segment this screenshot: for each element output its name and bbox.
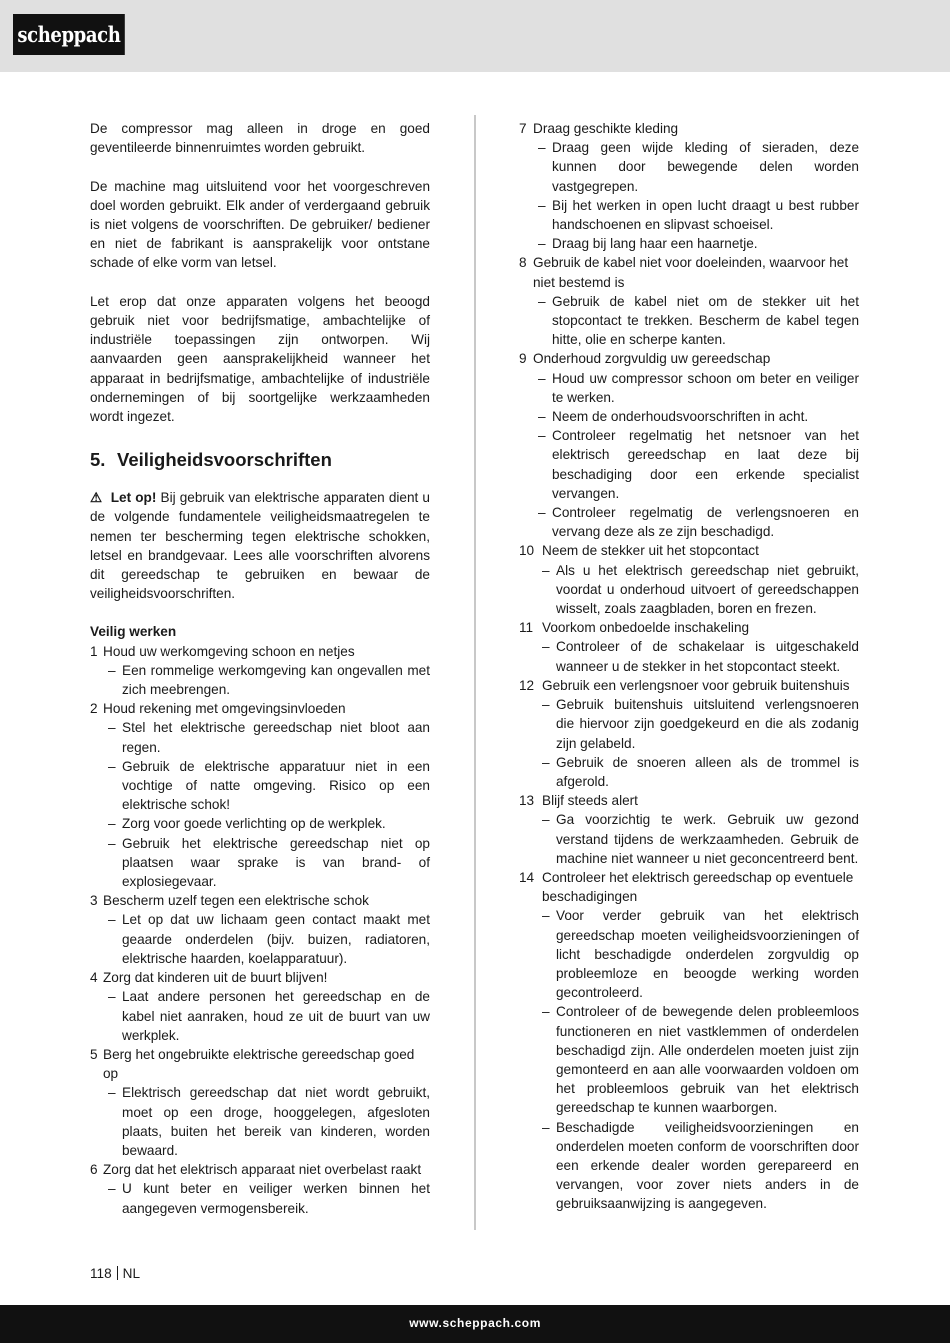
dash-bullet: – (108, 720, 116, 736)
column-divider (474, 115, 476, 1230)
subitem-text: Gebruik de snoeren alleen als de trommel is afgerold. (556, 754, 859, 789)
dash-bullet: – (108, 989, 116, 1005)
subitem-text: Als u het elektrisch gereedschap niet gebruikt, voordat u onderhoud uitvoert of gereedschappen wisselt, zoals zaagbladen, boren en frezen. (556, 562, 859, 617)
subheading: Veilig werken (90, 624, 177, 640)
list-item (519, 349, 859, 368)
list-item (519, 253, 859, 291)
subitem-text: Bij het werken in open lucht draagt u best rubber handschoenen en slipvast schoeisel. (552, 197, 859, 233)
subitem-text: Controleer of de schakelaar is uitgeschakeld wanneer u de stekker in het stopcontact steekt. (556, 639, 859, 674)
list-subitem (90, 718, 430, 756)
dash-bullet: – (108, 1181, 116, 1197)
list-subitem (90, 757, 430, 815)
intro-paragraph: De machine mag uitsluitend voor het voorgeschreven doel worden gebruikt. Elk ander of verdergaand gebruik is niet volgens de voorschriften. De gebruiker/ bediener en niet de fabrikant is aansprakelijk voor ontstane schade of elke vorm van letsel. (90, 178, 430, 271)
list-subitem (519, 138, 859, 196)
list-subitem (519, 906, 859, 1002)
dash-bullet: – (542, 812, 550, 828)
list-item (519, 791, 859, 810)
list-item (90, 642, 430, 661)
warning-label: Let op! (110, 490, 157, 506)
right-column (519, 119, 859, 1214)
subitem-text: Stel het elektrische gereedschap niet bloot aan regen. (122, 720, 430, 755)
list-subitem (519, 1002, 859, 1117)
subitem-text: Elektrisch gereedschap dat niet wordt gebruikt, moet op een droge, hooggelegen, afgesloten plaats, buiten het bereik van kinderen, worden bewaard. (122, 1085, 430, 1158)
subitem-text: Een rommelige werkomgeving kan ongevallen met zich meebrengen. (122, 662, 430, 698)
intro-paragraph: De compressor mag alleen in droge en goed geventileerde binnenruimtes worden gebruikt. (90, 121, 430, 156)
item-text: Zorg dat het elektrisch apparaat niet overbelast raakt (103, 1162, 422, 1178)
list-subitem (519, 196, 859, 234)
list-subitem (519, 292, 859, 350)
item-number: 7 (519, 121, 527, 136)
dash-bullet: – (538, 409, 546, 425)
safety-list-right (519, 119, 859, 1214)
subitem-text: Gebruik buitenshuis uitsluitend verlengsnoeren die hiervoor zijn goedgekeurd en die als zodanig zijn gelabeld. (556, 697, 859, 751)
item-text: Controleer het elektrisch gereedschap op eventuele beschadigingen (542, 869, 854, 905)
language-code: NL (122, 1266, 141, 1281)
dash-bullet: – (108, 662, 116, 678)
intro-paragraph: Let erop dat onze apparaten volgens het beoogd gebruik niet voor bedrijfsmatige, ambachtelijke of industriële toepassingen zijn ontworpen. Wij aanvaarden geen aansprakelijkheid wanneer het apparaat in bedrijfsmatige, ambachtelijke of industriële ondernemingen of bij soortgelijke werkzaamheden wordt ingezet. (90, 293, 430, 425)
dash-bullet: – (538, 428, 546, 444)
subitem-text: Neem de onderhoudsvoorschriften in acht. (552, 409, 809, 425)
list-item (90, 968, 430, 987)
list-subitem (519, 1118, 859, 1214)
dash-bullet: – (108, 758, 116, 774)
subitem-text: Zorg voor goede verlichting op de werkplek. (122, 816, 386, 832)
list-subitem (90, 1179, 430, 1217)
separator (117, 1266, 118, 1280)
dash-bullet: – (542, 908, 550, 924)
section-heading (90, 448, 430, 472)
page-header (0, 0, 950, 72)
item-number: 10 (519, 543, 535, 559)
list-item (519, 868, 859, 906)
list-subitem (90, 1083, 430, 1160)
item-number: 1 (90, 643, 98, 659)
item-number: 13 (519, 793, 535, 809)
brand-logo: scheppach (13, 14, 125, 55)
item-text: Zorg dat kinderen uit de buurt blijven! (103, 970, 328, 986)
item-text: Voorkom onbedoelde inschakeling (542, 620, 750, 636)
item-text: Draag geschikte kleding (533, 121, 679, 136)
item-text: Gebruik de kabel niet voor doeleinden, waarvoor het niet bestemd is (533, 255, 849, 290)
list-subitem (519, 426, 859, 503)
subitem-text: Let op dat uw lichaam geen contact maakt met geaarde onderdelen (bijv. buizen, radiatoren, elektrische haarden, koelapparatuur). (122, 912, 430, 966)
subitem-text: Ga voorzichtig te werk. Gebruik uw gezond verstand tijdens de werkzaamheden. Gebruik de machine niet wanneer u niet geconcentreerd bent. (556, 812, 859, 866)
dash-bullet: – (542, 1119, 550, 1135)
list-subitem (519, 753, 859, 791)
dash-bullet: – (538, 505, 546, 521)
subitem-text: Gebruik de kabel niet om de stekker uit het stopcontact te trekken. Bescherm de kabel tegen hitte, olie en scherpe kanten. (552, 293, 859, 348)
item-number: 12 (519, 677, 535, 693)
list-subitem (519, 369, 859, 407)
list-item (519, 119, 859, 138)
dash-bullet: – (538, 236, 546, 252)
item-number: 8 (519, 255, 527, 271)
list-subitem (519, 695, 859, 753)
item-text: Houd uw werkomgeving schoon en netjes (103, 643, 355, 659)
section-number: 5. (90, 449, 106, 471)
subitem-text: Gebruik de elektrische apparatuur niet in een vochtige of natte omgeving. Risico op een elektrische schok! (122, 758, 430, 813)
item-number: 3 (90, 893, 98, 909)
subitem-text: Houd uw compressor schoon om beter en veiliger te werken. (552, 370, 859, 405)
item-text: Houd rekening met omgevingsinvloeden (103, 701, 346, 717)
list-subitem (90, 834, 430, 892)
dash-bullet: – (538, 293, 546, 309)
list-item (90, 699, 430, 718)
dash-bullet: – (542, 562, 550, 578)
list-item (90, 891, 430, 910)
item-number: 2 (90, 701, 98, 717)
item-number: 9 (519, 351, 527, 367)
list-item (519, 618, 859, 637)
subitem-text: Beschadigde veiligheidsvoorzieningen en onderdelen moeten conform de voorschriften door een erkende dealer worden gerepareerd en vervangen, voor zover niets anders in de gebruiksaanwijzing is aangegeven. (556, 1119, 859, 1212)
item-text: Neem de stekker uit het stopcontact (542, 543, 759, 559)
list-subitem (519, 407, 859, 426)
subitem-text: Laat andere personen het gereedschap en de kabel niet aanraken, houd ze uit de buurt van uw werkplek. (122, 989, 430, 1043)
item-number: 4 (90, 970, 98, 986)
warning-paragraph (90, 488, 430, 603)
dash-bullet: – (108, 835, 116, 851)
list-subitem (90, 987, 430, 1045)
subitem-text: Voor verder gebruik van het elektrisch gereedschap moeten veiligheidsvoorzieningen of licht beschadigde onderdelen zorgvuldig op probleemloze en beoogde werking worden gecontroleerd. (556, 908, 859, 1001)
warning-icon: ⚠ (90, 490, 103, 506)
item-number: 14 (519, 869, 535, 885)
list-subitem (519, 637, 859, 675)
list-subitem (519, 234, 859, 253)
page-number: 118 (90, 1266, 112, 1281)
dash-bullet: – (108, 816, 116, 832)
dash-bullet: – (542, 754, 550, 770)
item-text: Blijf steeds alert (542, 793, 638, 809)
item-number: 11 (519, 620, 534, 636)
dash-bullet: – (108, 912, 116, 928)
list-subitem (519, 561, 859, 619)
dash-bullet: – (538, 140, 546, 156)
website-url: www.scheppach.com (409, 1316, 541, 1330)
list-subitem (90, 910, 430, 968)
item-text: Berg het ongebruikte elektrische gereedschap goed op (103, 1046, 415, 1082)
page-footer (0, 1305, 950, 1343)
list-subitem (519, 810, 859, 868)
dash-bullet: – (538, 370, 546, 386)
left-column (90, 119, 430, 1218)
item-text: Onderhoud zorgvuldig uw gereedschap (533, 351, 771, 367)
item-number: 6 (90, 1162, 98, 1178)
warning-text: Bij gebruik van elektrische apparaten dient u de volgende fundamentele veiligheidsmaatregelen te nemen ter bescherming tegen elektrische schokken, letsel en brandgevaar. Lees alle voorschriften alvorens dit gereedschap te gebruiken en bewaar de veiligheidsvoorschriften. (90, 490, 430, 602)
subitem-text: Draag geen wijde kleding of sieraden, deze kunnen door bewegende delen worden vastgegrepen. (552, 140, 859, 194)
item-text: Bescherm uzelf tegen een elektrische schok (103, 893, 369, 909)
list-subitem (90, 661, 430, 699)
subitem-text: Controleer regelmatig het netsnoer van het elektrisch gereedschap en laat deze bij beschadiging door een erkende specialist vervangen. (552, 428, 859, 501)
list-subitem (519, 503, 859, 541)
list-subitem (90, 814, 430, 833)
subitem-text: Controleer of de bewegende delen probleemloos functioneren en niet vastklemmen of onderdelen beschadigd zijn. Alle onderdelen moeten juist zijn gemonteerd en aan alle voorwaarden voldoen om het probleemloos gebruik van het elektrisch gereedschap te kunnen waarborgen. (556, 1004, 859, 1116)
dash-bullet: – (542, 697, 550, 713)
dash-bullet: – (542, 1004, 550, 1020)
item-text: Gebruik een verlengsnoer voor gebruik buitenshuis (542, 677, 850, 693)
list-item (519, 676, 859, 695)
subitem-text: Controleer regelmatig de verlengsnoeren en vervang deze als ze zijn beschadigd. (552, 505, 859, 540)
page-number-block (90, 1266, 140, 1281)
list-item (519, 541, 859, 560)
subitem-text: U kunt beter en veiliger werken binnen het aangegeven vermogensbereik. (122, 1181, 430, 1216)
list-item (90, 1160, 430, 1179)
dash-bullet: – (108, 1085, 116, 1101)
dash-bullet: – (538, 197, 546, 213)
list-item (90, 1045, 430, 1083)
item-number: 5 (90, 1046, 98, 1062)
dash-bullet: – (542, 639, 550, 655)
section-title: Veiligheidsvoorschriften (117, 449, 332, 471)
subitem-text: Draag bij lang haar een haarnetje. (552, 236, 758, 252)
subitem-text: Gebruik het elektrische gereedschap niet op plaatsen waar sprake is van brand- of explosiegevaar. (122, 835, 430, 890)
safety-list-left (90, 642, 430, 1218)
